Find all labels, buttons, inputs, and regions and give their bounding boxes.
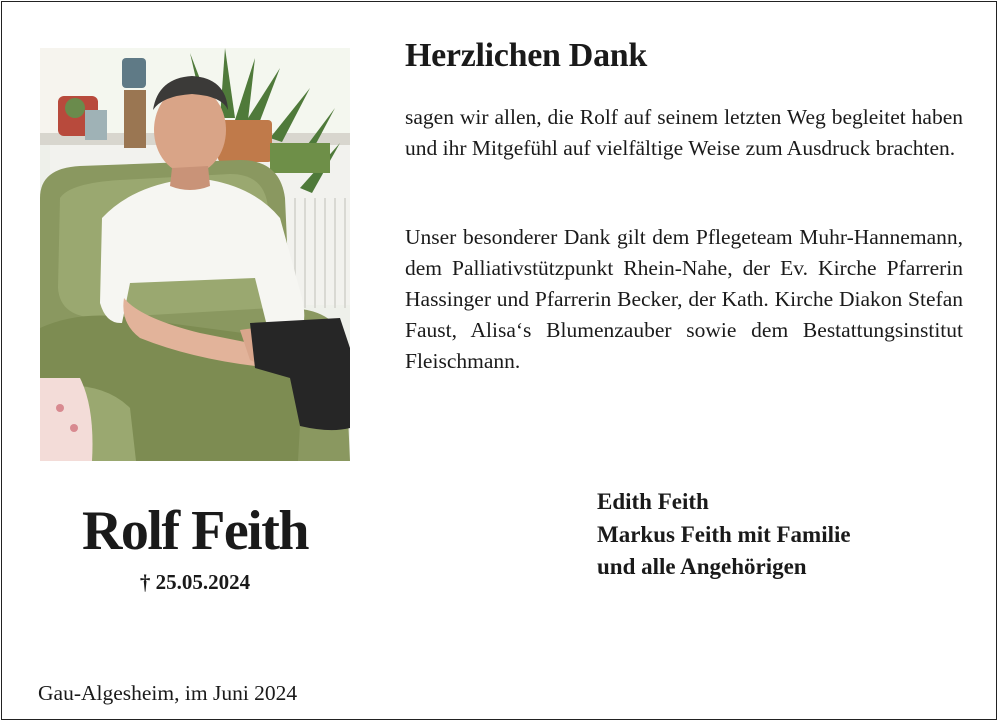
notice-heading: Herzlichen Dank	[405, 37, 647, 74]
portrait-photo	[40, 48, 350, 461]
death-date: † 25.05.2024	[139, 570, 251, 594]
signatories	[597, 486, 851, 584]
thanks-paragraph-2: Unser besonderer Dank gilt dem Pflegeteam Muhr-Hannemann, dem Palliativstützpunkt Rhein-Nahe, der Ev. Kirche Pfarrerin Hassinger und Pfarrerin Becker, der Kath. Kirche Diakon Stefan Faust, Alisa‘s Blumenzauber sowie dem Bestattungsinstitut Fleischmann.	[405, 225, 963, 373]
signatory-line: Edith Feith	[597, 489, 709, 514]
place-and-date: Gau-Algesheim, im Juni 2024	[38, 681, 298, 705]
signatory-line: Markus Feith mit Familie	[597, 521, 851, 547]
deceased-name: Rolf Feith	[81, 500, 309, 562]
signatory-line: und alle Angehörigen	[597, 554, 807, 579]
thanks-paragraph-1: sagen wir allen, die Rolf auf seinem letzten Weg begleitet haben und ihr Mitgefühl auf vielfältige Weise zum Ausdruck brachten.	[405, 105, 963, 160]
